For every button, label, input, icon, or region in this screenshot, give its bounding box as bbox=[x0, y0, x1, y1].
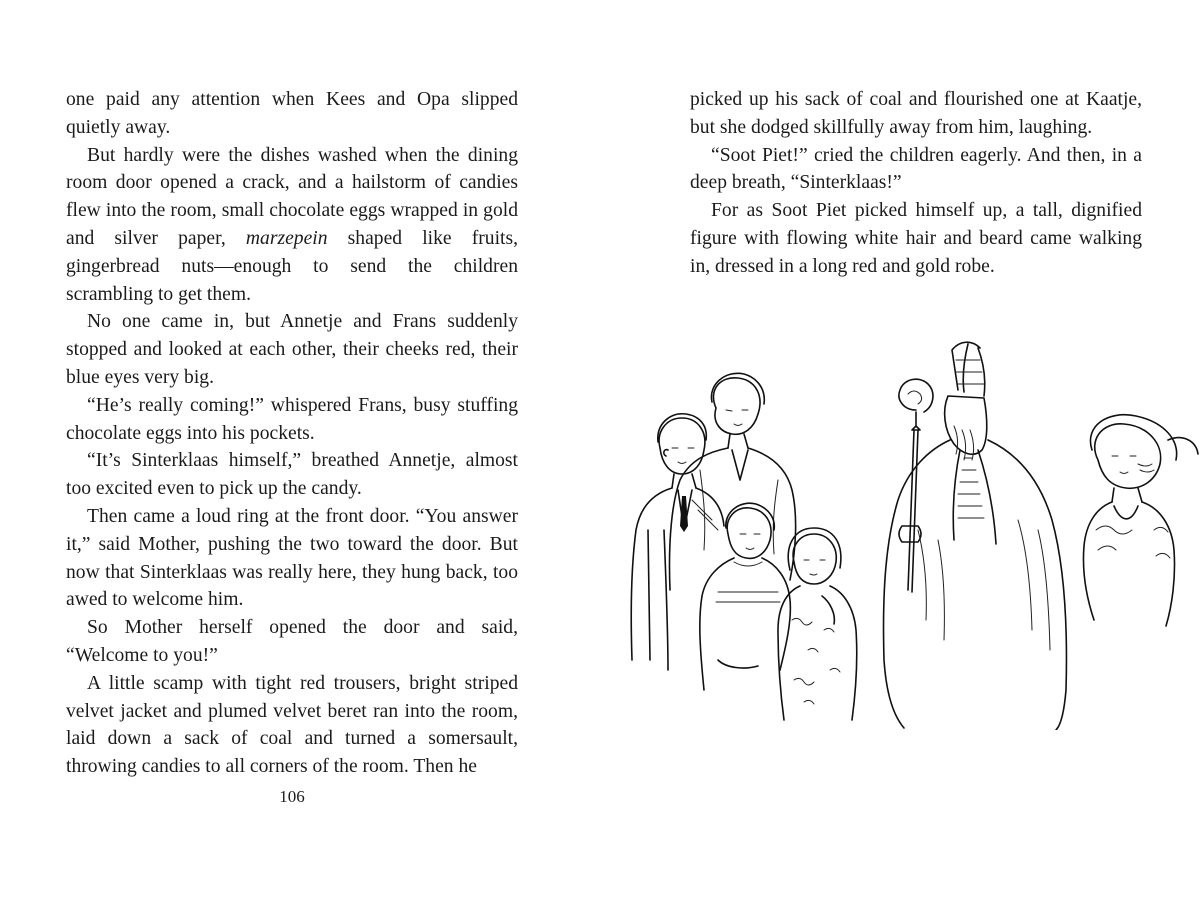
paragraph: “Soot Piet!” cried the children eagerly. And then, in a deep breath, “Sinterklaas!” bbox=[690, 144, 1142, 194]
paragraph: But hardly were the dishes washed when the dining room door opened a crack, and a hailstorm of candies flew into the room, small chocolate eggs wrapped in gold and silver paper, marzepein shaped like fruits, gingerbread nuts—enough to send the children scrambling to get them. bbox=[66, 144, 518, 305]
italic-term: marzepein bbox=[245, 227, 328, 249]
middle-boy-figure bbox=[700, 503, 791, 690]
paragraph: picked up his sack of coal and flourished one at Kaatje, but she dodged skillfully away from him, laughing. bbox=[690, 89, 1142, 138]
page-number: 106 bbox=[279, 787, 305, 806]
paragraph: For as Soot Piet picked himself up, a tall, dignified figure with flowing white hair and beard came walking in, dressed in a long red and gold robe. bbox=[690, 200, 1142, 277]
right-page-text bbox=[690, 86, 1142, 281]
paragraph: “It’s Sinterklaas himself,” breathed Annetje, almost too excited even to pick up the candy. bbox=[66, 450, 518, 500]
older-boy-figure bbox=[631, 414, 724, 670]
left-page-text bbox=[66, 86, 518, 781]
paragraph: So Mother herself opened the door and said, “Welcome to you!” bbox=[66, 617, 518, 666]
sinterklaas-illustration bbox=[608, 330, 1200, 730]
woman-figure bbox=[1083, 415, 1198, 626]
line-drawing-image bbox=[608, 330, 1200, 730]
sinterklaas-figure bbox=[884, 342, 1067, 730]
paragraph: A little scamp with tight red trousers, bright striped velvet jacket and plumed velvet beret ran into the room, laid down a sack of coal and turned a somersault, throwing candies to all corners of the room. Then he bbox=[66, 672, 518, 778]
paragraph: No one came in, but Annetje and Frans suddenly stopped and looked at each other, their cheeks red, their blue eyes very big. bbox=[66, 311, 518, 388]
paragraph: Then came a loud ring at the front door. “You answer it,” said Mother, pushing the two toward the door. But now that Sinterklaas was really here, they hung back, too awed to welcome him. bbox=[66, 505, 518, 611]
mother-figure bbox=[669, 373, 795, 590]
paragraph: one paid any attention when Kees and Opa slipped quietly away. bbox=[66, 89, 518, 138]
paragraph: “He’s really coming!” whispered Frans, busy stuffing chocolate eggs into his pockets. bbox=[66, 394, 518, 444]
